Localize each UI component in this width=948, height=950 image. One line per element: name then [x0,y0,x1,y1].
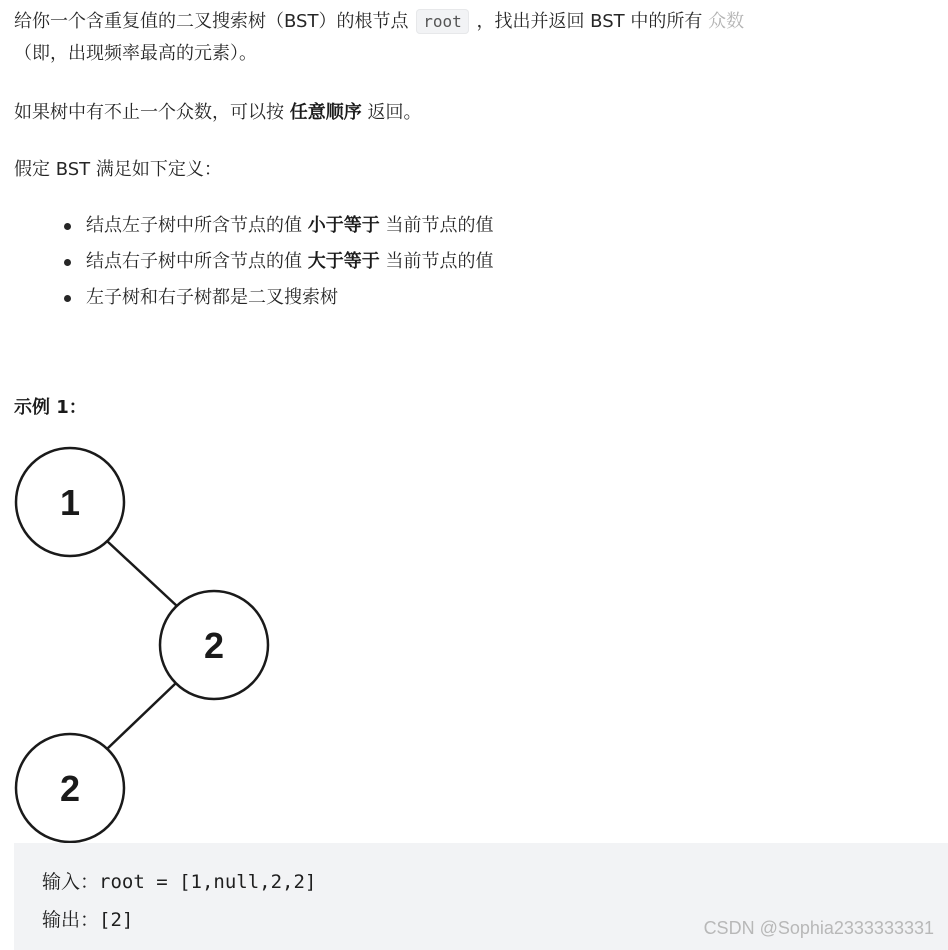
definition-intro: 假定 BST 满足如下定义： [14,159,222,180]
tree-node-label: 1 [59,482,81,523]
example-output: 输出：[2] [42,909,134,931]
list-item [62,208,493,244]
tree-edge [107,683,176,749]
tree-node-label: 2 [59,768,81,809]
definition-list [62,208,493,316]
statement-text-cont: ，找出并返回 BST 中的所有 [476,11,703,32]
tree-node [160,591,268,699]
mode-term-link[interactable]: 众数 [708,11,745,32]
example-title: 示例 1： [14,397,87,418]
bullet-text: 结点右子树中所含节点的值 [86,251,302,272]
order-note-bold: 任意顺序 [289,102,362,123]
order-note-post: 返回。 [367,102,422,123]
tree-node [16,734,124,842]
statement-text: 给你一个含重复值的二叉搜索树（BST）的根节点 [14,11,409,32]
bullet-text-post: 当前节点的值 [385,215,494,236]
tree-edge [107,541,178,607]
bullet-text: 左子树和右子树都是二叉搜索树 [86,287,338,308]
watermark: CSDN @Sophia2333333331 [703,918,934,938]
list-item [62,244,493,280]
list-item [62,280,493,316]
order-note-pre: 如果树中有不止一个众数，可以按 [14,102,284,123]
problem-statement-line1 [14,6,744,38]
tree-node [16,448,124,556]
order-note [14,97,421,129]
problem-statement-line2 [14,38,257,70]
bullet-bold: 大于等于 [307,251,380,272]
example-input: 输入：root = [1,null,2,2] [42,871,317,893]
bullet-text-post: 当前节点的值 [385,251,494,272]
tree-diagram [0,440,300,845]
bullet-text: 结点左子树中所含节点的值 [86,215,302,236]
statement-clarification: （即，出现频率最高的元素）。 [14,43,257,64]
bullet-bold: 小于等于 [307,215,380,236]
root-code-inline: root [416,9,469,34]
tree-node-label: 2 [203,625,225,666]
